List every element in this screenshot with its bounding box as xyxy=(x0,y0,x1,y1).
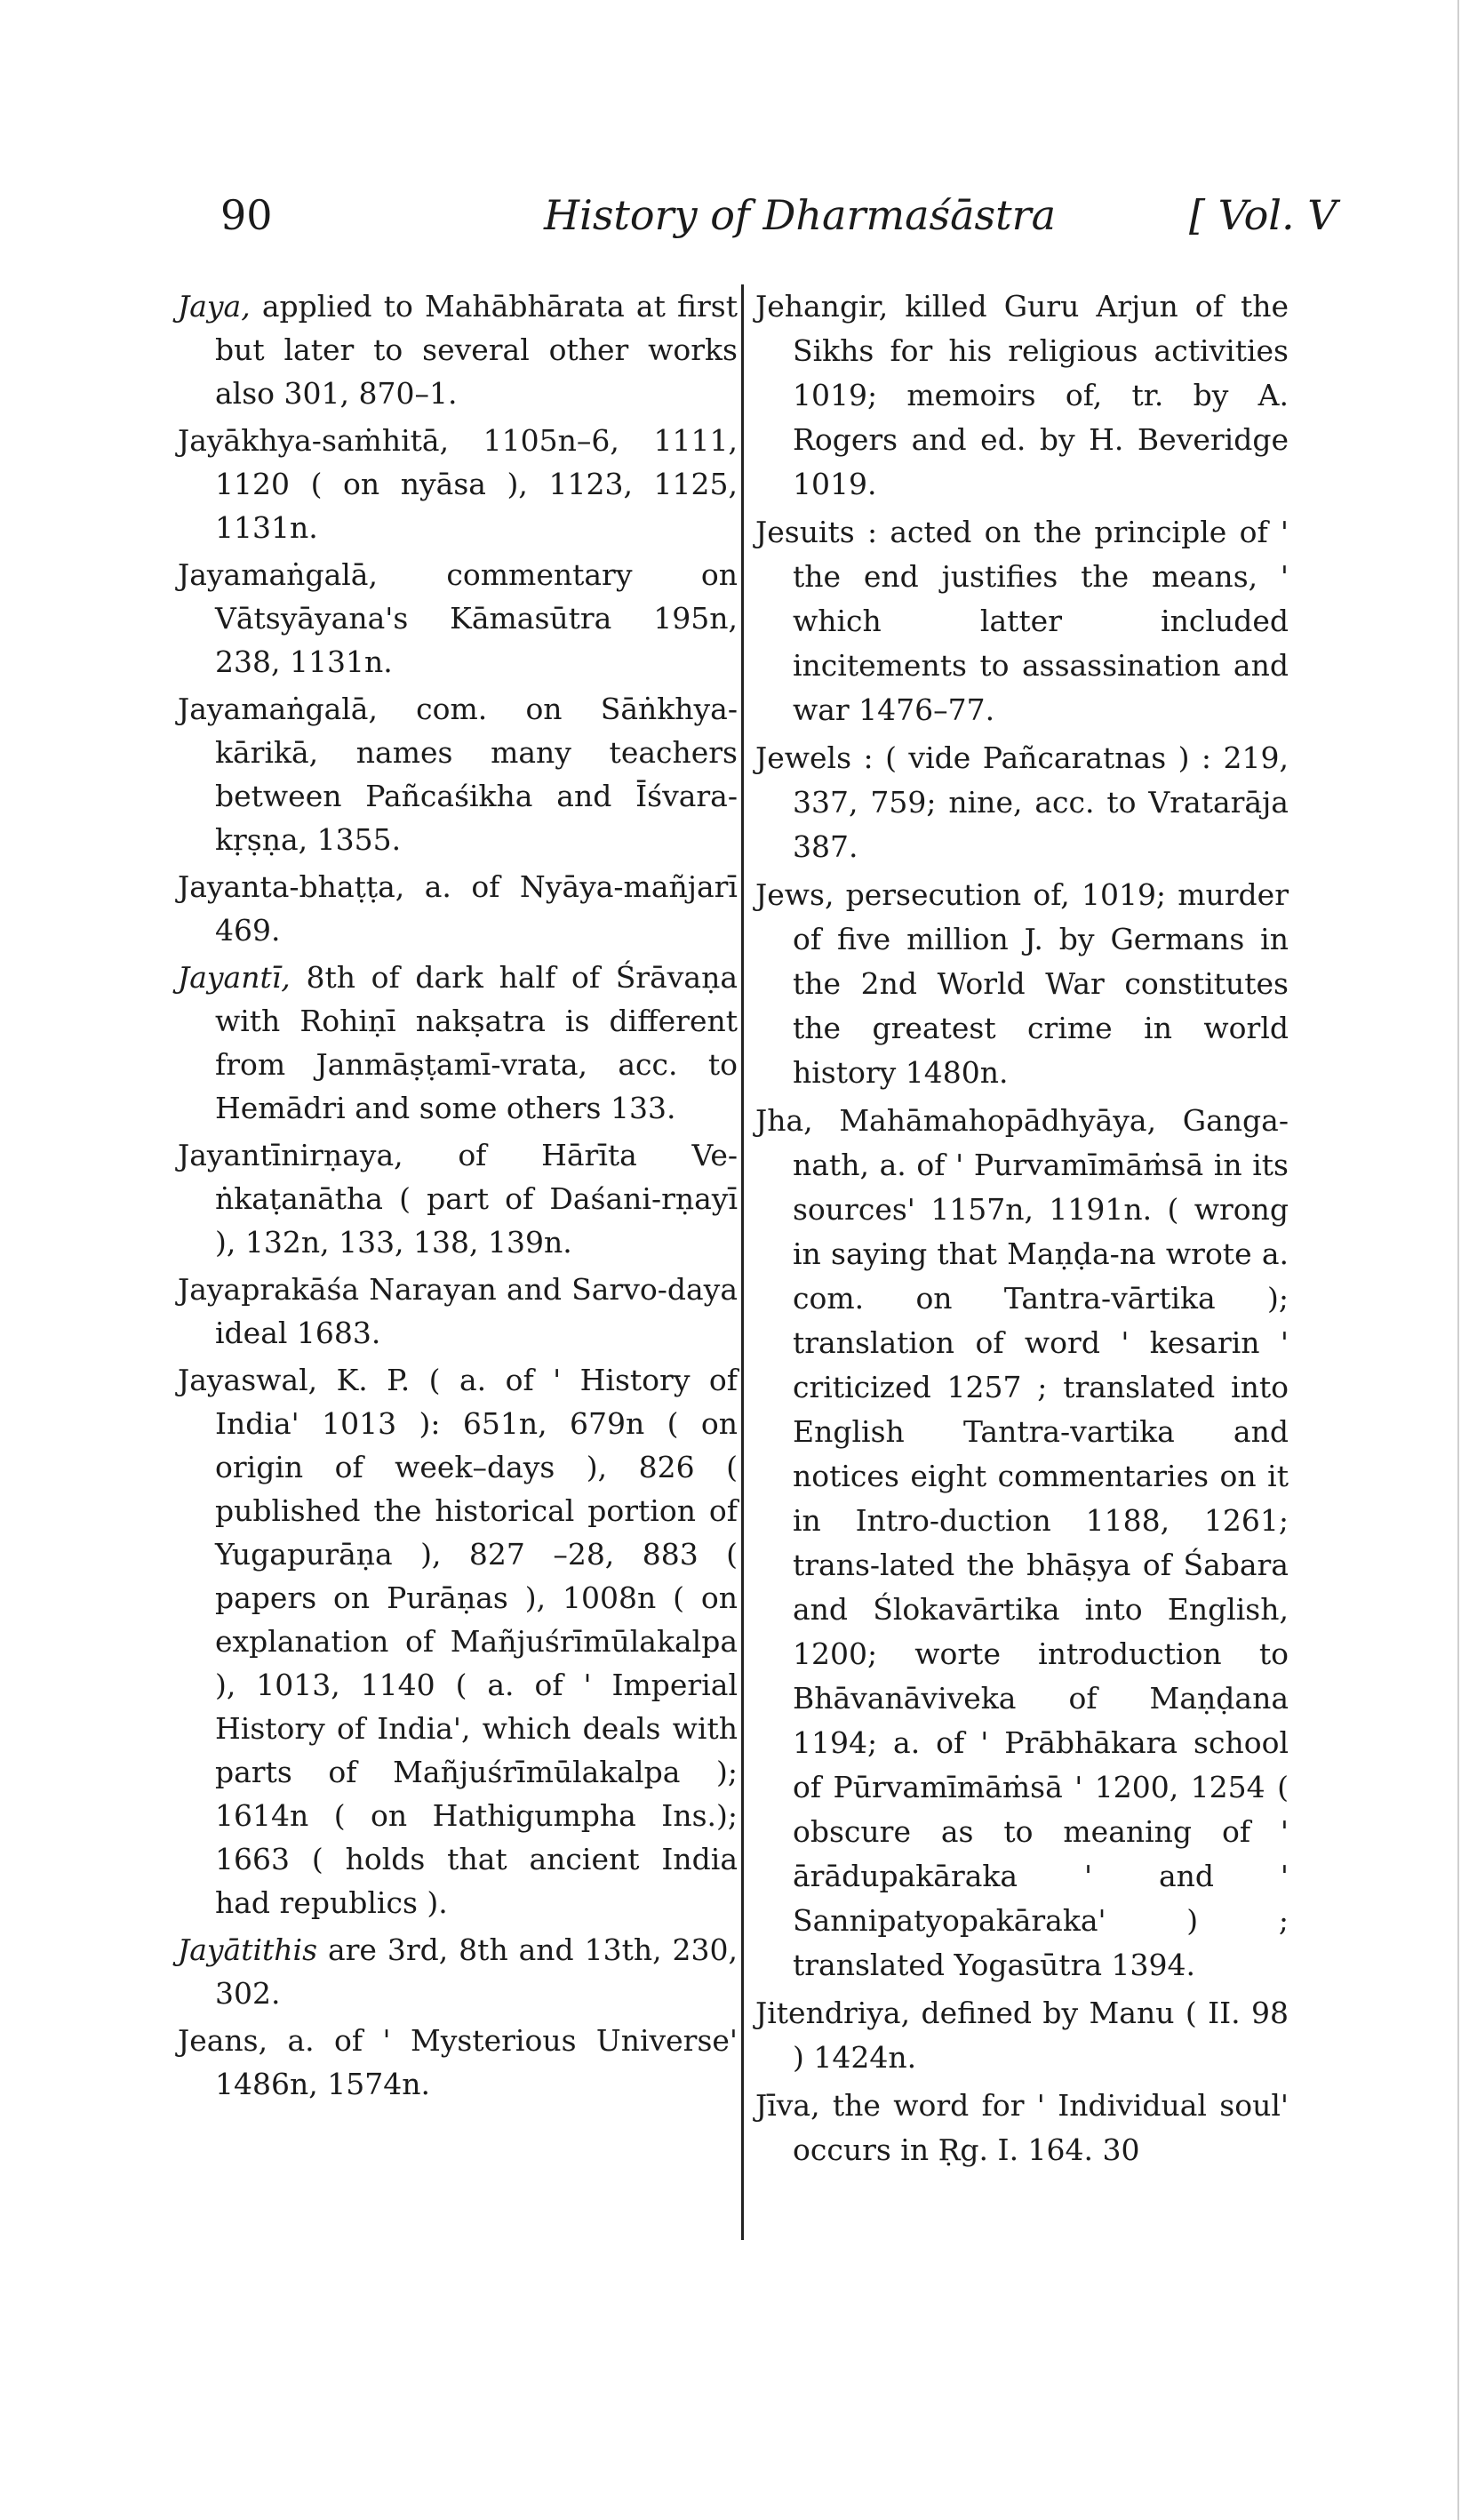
entry-text: : acted on the principle of ' the end justifies the means, ' which latter included incitements to assassination and war 1476–77. xyxy=(793,515,1289,727)
column-divider xyxy=(741,284,744,2240)
index-entry xyxy=(755,1099,1289,1988)
entry-text: persecution of, 1019; murder of five million J. by Germans in the 2nd World War constitutes the greatest crime in world history 1480n. xyxy=(793,877,1289,1090)
entry-term: Jayaprakāśa xyxy=(178,1272,360,1307)
entry-text: 1105n–6, 1111, 1120 ( on nyāsa ), 1123, 1125, 1131n. xyxy=(215,423,738,545)
entry-term: Jeans, xyxy=(178,2023,268,2058)
index-entry xyxy=(178,284,738,415)
entry-term: Jayaswal, xyxy=(178,1363,318,1397)
entry-term: Jewels xyxy=(755,740,852,775)
entry-text: 8th of dark half of Śrāvaṇa with Rohiṇī nakṣatra is different from Janmāṣṭamī-vrata, acc. to Hemādri and some others 133. xyxy=(215,960,738,1125)
page-header xyxy=(0,191,1469,253)
entry-term: Jha, xyxy=(755,1103,813,1138)
index-entry xyxy=(755,2084,1289,2172)
entry-text: com. on Sāṅkhya-kārikā, names many teachers between Pañcaśikha and Īśvara-kṛṣṇa, 1355. xyxy=(215,692,738,857)
entry-text: defined by Manu ( II. 98 ) 1424n. xyxy=(793,1996,1289,2075)
entry-term: Jayamaṅgalā, xyxy=(178,692,378,726)
index-entry xyxy=(755,284,1289,507)
running-title: History of Dharmaśāstra xyxy=(544,191,1057,239)
entry-text: are 3rd, 8th and 13th, 230, 302. xyxy=(215,1932,738,2011)
entry-term: Jayantīnirṇaya, xyxy=(178,1138,403,1172)
index-entry xyxy=(178,1133,738,1264)
index-column-right xyxy=(755,284,1289,2176)
index-entry xyxy=(178,1268,738,1355)
entry-term: Jitendriya, xyxy=(755,1996,911,2030)
entry-text: Mahāmahopādhyāya, Ganga-nath, a. of ' Purvamīmāṁsā in its sources' 1157n, 1191n. ( wrong in saying that Maṇḍa-na wrote a. com. on Tantra-vārtika ); translation of word ' kesarin ' criticized 1257 ; translated into English Tantra-vartika and notices eight commentaries on it in Intro-duction 1188, 1261; trans-lated the bhāṣya of Śabara and Ślokavārtika into English, 1200; worte introduction to Bhāvanāviveka of Maṇḍana 1194; a. of ' Prābhākara school of Pūrvamīmāṁsā ' 1200, 1254 ( obscure as to meaning of ' ārādupakāraka ' and ' Sannipatyopakāraka' ) ; translated Yogasūtra 1394. xyxy=(793,1103,1289,1982)
entry-term: Jayātithis xyxy=(178,1932,318,1967)
entry-term: Jayantī, xyxy=(178,960,291,995)
index-entry xyxy=(178,419,738,549)
index-entry xyxy=(755,736,1289,869)
volume-label: [ Vol. V xyxy=(1189,191,1337,239)
index-entry xyxy=(178,1358,738,1924)
entry-term: Jayamaṅgalā, xyxy=(178,557,378,592)
index-entry xyxy=(755,1991,1289,2080)
entry-term: Jaya, xyxy=(178,289,251,324)
index-entry xyxy=(755,873,1289,1095)
entry-term: Jews, xyxy=(755,877,834,912)
entry-text: killed Guru Arjun of the Sikhs for his religious activities 1019; memoirs of, tr. by A. Rogers and ed. by H. Beveridge 1019. xyxy=(793,289,1289,501)
index-entry xyxy=(178,2019,738,2106)
index-entry xyxy=(178,956,738,1130)
index-column-left xyxy=(178,284,738,2109)
entry-text: the word for ' Individual soul' occurs in Ṛg. I. 164. 30 xyxy=(793,2088,1289,2167)
entry-term: Jīva, xyxy=(755,2088,820,2123)
entry-text: of Hārīta Ve-ṅkaṭanātha ( part of Daśani-rṇayī ), 132n, 133, 138, 139n. xyxy=(215,1138,738,1260)
entry-text: Narayan and Sarvo-daya ideal 1683. xyxy=(215,1272,738,1350)
entry-text: applied to Mahābhārata at first but later to several other works also 301, 870–1. xyxy=(215,289,738,411)
index-entry xyxy=(755,510,1289,732)
page-edge-line xyxy=(1457,0,1459,2520)
entry-term: Jayākhya-saṁhitā, xyxy=(178,423,450,458)
entry-text: commentary on Vātsyāyana's Kāmasūtra 195n, 238, 1131n. xyxy=(215,557,738,679)
entry-text: : ( vide Pañcaratnas ) : 219, 337, 759; nine, acc. to Vratarāja 387. xyxy=(793,740,1289,864)
entry-text: K. P. ( a. of ' History of India' 1013 ): 651n, 679n ( on origin of week–days ), 826 ( published the historical portion of Yugapurāṇa ), 827 –28, 883 ( papers on Purāṇas ), 1008n ( on explanation of Mañjuśrīmūlakalpa ), 1013, 1140 ( a. of ' Imperial History of India', which deals with parts of Mañjuśrīmūlakalpa ); 1614n ( on Hathigumpha Ins.); 1663 ( holds that ancient India had republics ). xyxy=(215,1363,738,1920)
page-number: 90 xyxy=(220,191,273,239)
entry-term: Jesuits xyxy=(755,515,855,549)
index-entry xyxy=(178,553,738,684)
index-entry xyxy=(178,865,738,952)
index-entry xyxy=(178,1928,738,2015)
index-entry xyxy=(178,687,738,861)
entry-term: Jayanta-bhaṭṭa, xyxy=(178,869,405,904)
entry-text: a. of Nyāya-mañjarī 469. xyxy=(215,869,738,948)
entry-text: a. of ' Mysterious Universe' 1486n, 1574n. xyxy=(215,2023,738,2101)
entry-term: Jehangir, xyxy=(755,289,889,324)
